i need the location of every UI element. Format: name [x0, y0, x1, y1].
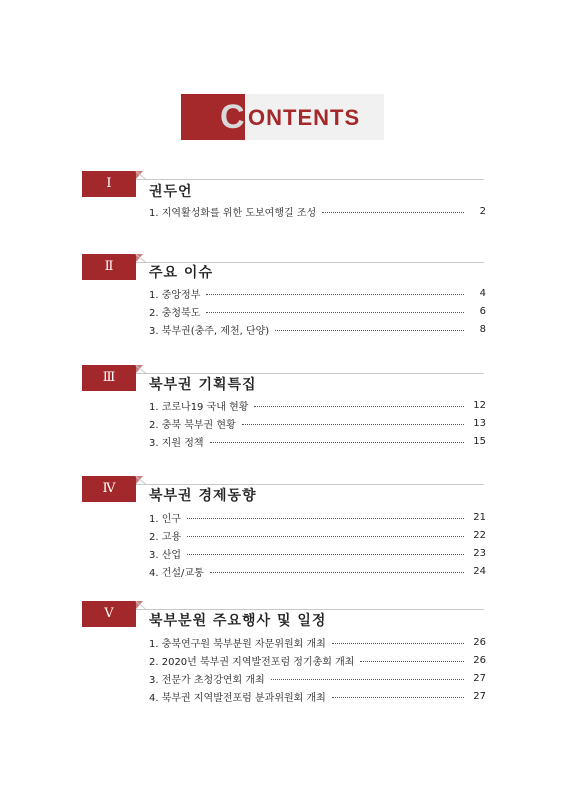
section-numeral-tab: Ⅲ: [82, 365, 136, 391]
section-divider: [136, 179, 484, 180]
toc-item-label: 2. 충청북도: [149, 307, 201, 319]
toc-leader-dots: [275, 330, 464, 331]
toc-item-label: 1. 중앙정부: [149, 289, 201, 301]
toc-item[interactable]: [149, 510, 486, 524]
toc-leader-dots: [242, 424, 464, 425]
toc-item[interactable]: [149, 564, 486, 578]
toc-leader-dots: [254, 406, 464, 407]
section-numeral-tab: Ⅴ: [82, 601, 136, 627]
toc-leader-dots: [206, 312, 464, 313]
toc-item[interactable]: [149, 322, 486, 336]
toc-item[interactable]: [149, 416, 486, 430]
toc-item-page: 21: [473, 511, 486, 523]
toc-item-page: 27: [473, 690, 486, 702]
section-title: 북부권 기획특집: [149, 377, 257, 393]
toc-item-label: 3. 북부권(충주, 제천, 단양): [149, 325, 270, 337]
toc-item[interactable]: [149, 434, 486, 448]
toc-item-page: 24: [473, 565, 486, 577]
toc-leader-dots: [187, 536, 464, 537]
section-title: 주요 이슈: [149, 265, 213, 281]
toc-item-label: 1. 지역활성화를 위한 도보여행길 조성: [149, 207, 317, 219]
toc-item-label: 4. 건설/교통: [149, 567, 204, 579]
toc-item[interactable]: [149, 204, 486, 218]
toc-item-label: 2. 충북 북부권 현황: [149, 419, 236, 431]
toc-item[interactable]: [149, 671, 486, 685]
toc-item-page: 26: [473, 654, 486, 666]
toc-item[interactable]: [149, 689, 486, 703]
banner-title: ONTENTS: [248, 105, 361, 130]
section-title: 권두언: [149, 184, 193, 200]
toc-item-label: 2. 2020년 북부권 지역발전포럼 정기총회 개최: [149, 656, 355, 668]
section-title: 북부분원 주요행사 및 일정: [149, 613, 327, 629]
toc-item-page: 26: [473, 636, 486, 648]
toc-leader-dots: [322, 212, 464, 213]
toc-leader-dots: [332, 643, 464, 644]
banner-first-letter: C: [220, 98, 245, 136]
toc-item[interactable]: [149, 304, 486, 318]
toc-leader-dots: [210, 572, 464, 573]
toc-item-page: 13: [473, 417, 486, 429]
toc-leader-dots: [360, 661, 464, 662]
toc-leader-dots: [187, 554, 464, 555]
toc-item-page: 8: [479, 323, 486, 335]
contents-banner: [181, 94, 384, 140]
toc-item[interactable]: [149, 286, 486, 300]
toc-item-label: 4. 북부권 지역발전포럼 분과위원회 개최: [149, 692, 326, 704]
toc-item-page: 4: [479, 287, 486, 299]
section-title: 북부권 경제동향: [149, 488, 257, 504]
toc-leader-dots: [271, 679, 464, 680]
toc-item-page: 6: [479, 305, 486, 317]
section-numeral-tab: Ⅳ: [82, 476, 136, 502]
toc-leader-dots: [210, 442, 464, 443]
toc-item[interactable]: [149, 528, 486, 542]
toc-leader-dots: [332, 697, 464, 698]
toc-item-label: 2. 고용: [149, 531, 182, 543]
toc-item-page: 27: [473, 672, 486, 684]
toc-item-page: 15: [473, 435, 486, 447]
toc-leader-dots: [206, 294, 464, 295]
toc-item-page: 23: [473, 547, 486, 559]
section-numeral-tab: Ⅱ: [82, 254, 136, 280]
toc-item-label: 3. 산업: [149, 549, 182, 561]
toc-leader-dots: [187, 518, 464, 519]
section-numeral-tab: Ⅰ: [82, 171, 136, 197]
toc-item[interactable]: [149, 546, 486, 560]
toc-item-page: 12: [473, 399, 486, 411]
toc-item-label: 1. 충북연구원 북부분원 자문위원회 개최: [149, 638, 326, 650]
toc-item-label: 1. 코로나19 국내 현황: [149, 401, 249, 413]
toc-item[interactable]: [149, 398, 486, 412]
toc-item[interactable]: [149, 635, 486, 649]
toc-item-page: 2: [479, 205, 486, 217]
toc-item-label: 3. 지원 정책: [149, 437, 204, 449]
toc-item-page: 22: [473, 529, 486, 541]
toc-item-label: 1. 인구: [149, 513, 182, 525]
toc-item[interactable]: [149, 653, 486, 667]
toc-item-label: 3. 전문가 초청강연회 개최: [149, 674, 265, 686]
